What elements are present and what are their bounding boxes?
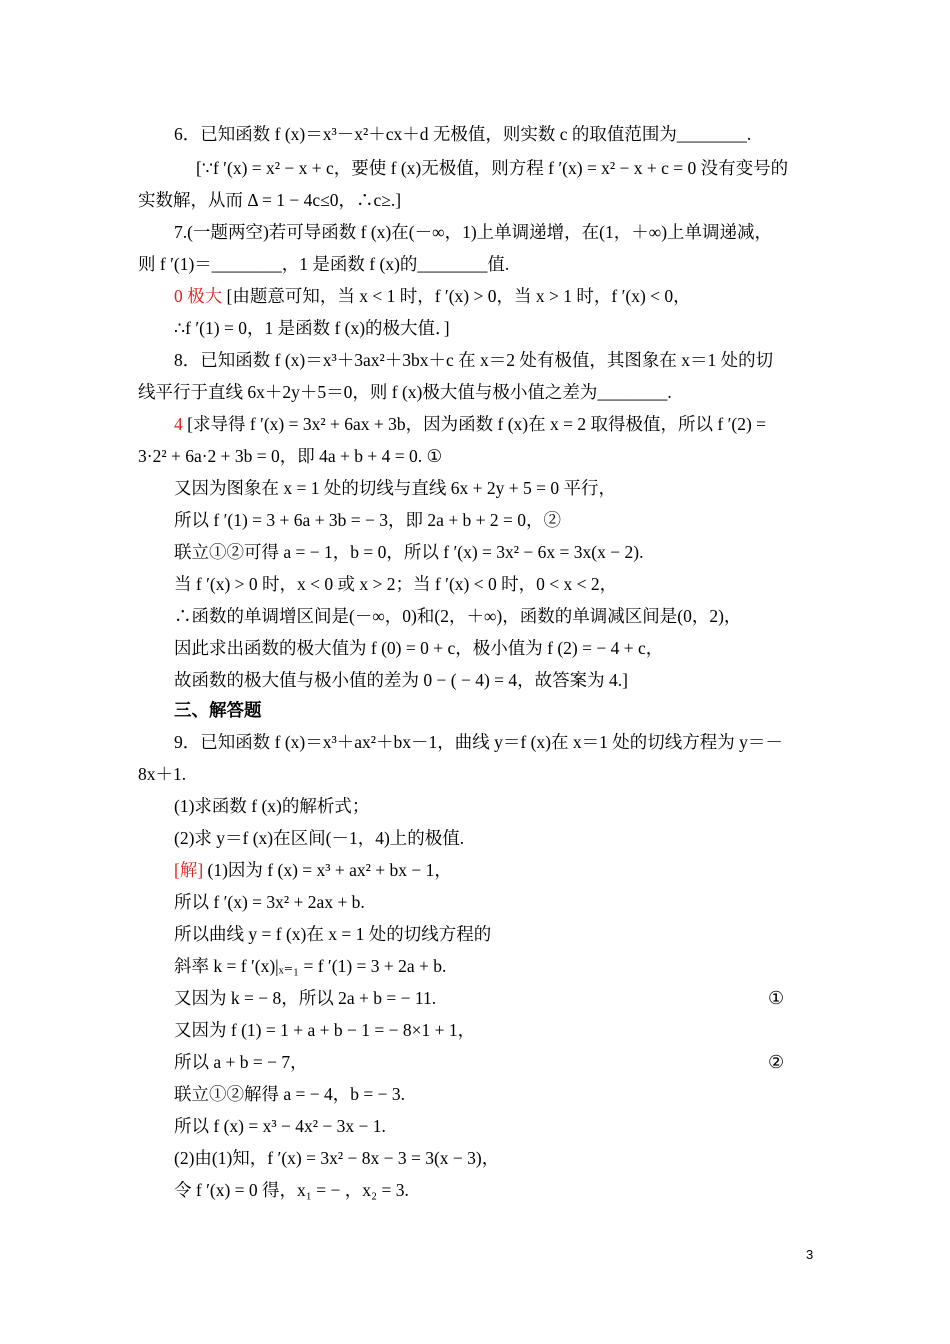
line-text: [求导得 f ′(x) = 3x² + 6ax + 3b，因为函数 f (x)在 x = 2 取得极值，所以 f ′(2) = (182, 414, 767, 434)
text-line (138, 380, 818, 404)
text-line (174, 156, 840, 180)
line-text: 联立①②解得 a = − 4，b = − 3. (174, 1084, 405, 1104)
line-text: 所以 f ′(x) = 3x² + 2ax + b. (174, 892, 365, 912)
answer-marker: 4 (174, 414, 183, 434)
line-text: 又因为图象在 x = 1 处的切线与直线 6x + 2y + 5 = 0 平行， (174, 478, 616, 498)
text-line (174, 412, 818, 436)
text-line (174, 636, 818, 660)
line-text: 所以 f (x) = x³ − 4x² − 3x − 1. (174, 1116, 386, 1136)
text-line (138, 762, 818, 786)
text-line (174, 476, 818, 500)
line-text: 所以曲线 y = f (x)在 x = 1 处的切线方程的 (174, 924, 492, 944)
line-text: 又因为 k = − 8，所以 2a + b = − 11. (174, 988, 437, 1008)
line-text: ∴函数的单调增区间是(－∞，0)和(2，＋∞)，函数的单调减区间是(0，2)， (174, 606, 742, 626)
text-line (174, 1114, 818, 1138)
line-text: [由题意可知，当 x < 1 时，f ′(x) > 0，当 x > 1 时，f ′(x) < 0， (222, 286, 691, 306)
answer-marker: [解] (174, 860, 204, 880)
text-line (174, 348, 818, 372)
line-text: ∴f ′(1) = 0，1 是函数 f (x)的极大值．] (174, 318, 450, 338)
line-text: 8．已知函数 f (x)＝x³＋3ax²＋3bx＋c 在 x＝2 处有极值，其图象在 x＝1 处的切 (174, 350, 774, 370)
line-text: [∵f ′(x) = x² − x + c，要使 f (x)无极值，则方程 f ′(x) = x² − x + c = 0 没有变号的 (196, 158, 789, 178)
line-text: 9．已知函数 f (x)＝x³＋ax²＋bx－1，曲线 y＝f (x)在 x＝1 处的切线方程为 y＝－ (174, 732, 783, 752)
text-line (138, 188, 818, 212)
line-text: (1)求函数 f (x)的解析式； (174, 796, 370, 816)
text-line (174, 698, 818, 722)
text-line (174, 668, 818, 692)
line-text: 三、解答题 (174, 700, 262, 720)
text-line (174, 858, 818, 882)
line-text: 则 f ′(1)＝________，1 是函数 f (x)的________值. (138, 254, 510, 274)
text-line (174, 1050, 818, 1074)
text-line (174, 922, 818, 946)
equation-number: ② (768, 1052, 785, 1072)
line-text: 所以 a + b = − 7， (174, 1052, 308, 1072)
text-line (174, 1082, 818, 1106)
line-text: 故函数的极大值与极小值的差为 0 − ( − 4) = 4，故答案为 4.] (174, 670, 628, 690)
text-line (174, 1018, 818, 1042)
text-line (174, 540, 818, 564)
line-text: 实数解，从而 Δ = 1 − 4c≤0，∴c≥.] (138, 190, 402, 210)
line-text: 3·2² + 6a·2 + 3b = 0，即 4a + b + 4 = 0. ① (138, 446, 443, 466)
text-line (138, 252, 818, 276)
text-line (174, 284, 818, 308)
line-text: 当 f ′(x) > 0 时，x < 0 或 x > 2；当 f ′(x) < 0 时，0 < x < 2， (174, 574, 618, 594)
line-text: 又因为 f (1) = 1 + a + b − 1 = − 8×1 + 1， (174, 1020, 476, 1040)
text-line (174, 1146, 818, 1170)
line-text: 令 f ′(x) = 0 得，x₁ = − ，x₂ = 3. (174, 1180, 409, 1200)
text-line (174, 890, 818, 914)
answer-marker: 0 极大 (174, 286, 223, 306)
text-line (174, 826, 818, 850)
text-line (174, 508, 818, 532)
text-line (174, 1178, 818, 1202)
page-number: 3 (806, 1247, 814, 1262)
line-text: 所以 f ′(1) = 3 + 6a + 3b = − 3，即 2a + b + 2 = 0，② (174, 510, 562, 530)
line-text: 8x＋1. (138, 764, 187, 784)
text-line (174, 604, 818, 628)
line-text: 联立①②可得 a = − 1，b = 0，所以 f ′(x) = 3x² − 6x = 3x(x − 2). (174, 542, 644, 562)
equation-number: ① (768, 988, 785, 1008)
line-text: 斜率 k = f ′(x)|ₓ₌₁ = f ′(1) = 3 + 2a + b. (174, 956, 447, 976)
text-line (174, 572, 818, 596)
line-text: (2)求 y＝f (x)在区间(－1，4)上的极值. (174, 828, 465, 848)
text-line (174, 954, 818, 978)
text-line (174, 122, 818, 146)
text-line (174, 730, 818, 754)
line-text: 7.(一题两空)若可导函数 f (x)在(－∞，1)上单调递增，在(1，＋∞)上单调递减， (174, 222, 773, 242)
text-line (138, 444, 818, 468)
line-text: 因此求出函数的极大值为 f (0) = 0 + c，极小值为 f (2) = − 4 + c， (174, 638, 664, 658)
line-text: 线平行于直线 6x＋2y＋5＝0，则 f (x)极大值与极小值之差为________. (138, 382, 672, 402)
line-text: (2)由(1)知，f ′(x) = 3x² − 8x − 3 = 3(x − 3)， (174, 1148, 500, 1168)
text-line (174, 794, 818, 818)
text-line (174, 220, 818, 244)
text-line (174, 316, 818, 340)
text-line (174, 986, 818, 1010)
line-text: (1)因为 f (x) = x³ + ax² + bx − 1， (203, 860, 452, 880)
line-text: 6．已知函数 f (x)＝x³－x²＋cx＋d 无极值，则实数 c 的取值范围为________. (174, 124, 752, 144)
